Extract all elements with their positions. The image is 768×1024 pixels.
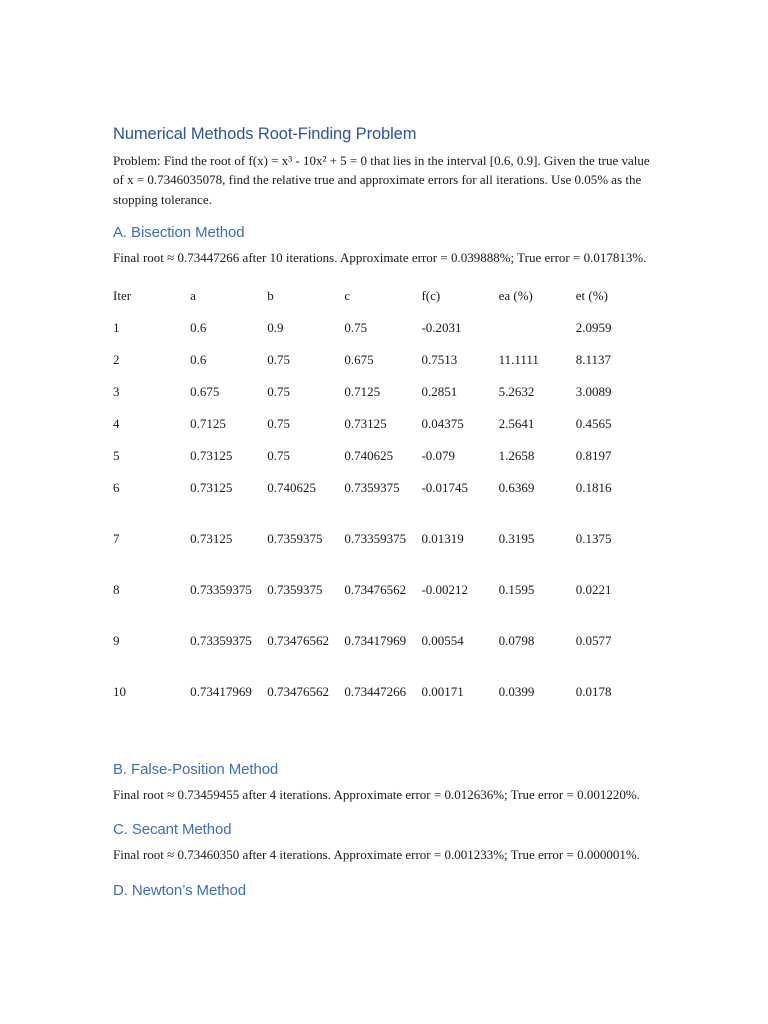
- table-cell: 0.0178: [575, 684, 612, 700]
- table-cell: 0.1816: [575, 480, 612, 496]
- secant-heading: C. Secant Method: [113, 821, 232, 839]
- table-cell: 0.1375: [575, 531, 612, 547]
- table-cell: 5: [113, 448, 120, 464]
- column-header: f(c): [421, 288, 441, 304]
- table-header-row: [113, 286, 653, 318]
- bisection-table: [113, 286, 653, 733]
- table-cell: 0.75: [344, 320, 368, 336]
- table-cell: 0.1595: [498, 582, 535, 598]
- table-cell: 10: [113, 684, 126, 700]
- table-cell: -0.01745: [421, 480, 469, 496]
- table-cell: 11.1111: [498, 352, 539, 368]
- table-cell: 0.675: [190, 384, 220, 400]
- document-title: Numerical Methods Root-Finding Problem: [113, 125, 417, 143]
- table-cell: 0.6: [190, 320, 207, 336]
- column-header: c: [344, 288, 351, 304]
- table-row: [113, 350, 653, 382]
- table-row: [113, 382, 653, 414]
- column-header: Iter: [113, 288, 132, 304]
- table-cell: 2.5641: [498, 416, 535, 432]
- table-cell: 0.73476562: [344, 582, 407, 598]
- bisection-summary: Final root ≈ 0.73447266 after 10 iterations. Approximate error = 0.039888%; True error = 0.017813%.: [113, 249, 647, 265]
- table-cell: 0.7359375: [267, 531, 323, 547]
- table-cell: 3: [113, 384, 120, 400]
- table-row: [113, 682, 653, 733]
- table-cell: 0.7359375: [267, 582, 323, 598]
- table-cell: 0.73359375: [190, 633, 252, 649]
- table-cell: 0.0798: [498, 633, 535, 649]
- table-cell: 0.73359375: [344, 531, 407, 547]
- table-cell: 0.73476562: [267, 684, 329, 700]
- table-row: [113, 414, 653, 446]
- table-cell: 0.75: [267, 352, 290, 368]
- table-cell: 0.7125: [190, 416, 226, 432]
- table-row: [113, 580, 653, 631]
- table-row: [113, 446, 653, 478]
- table-cell: 0.73125: [190, 480, 233, 496]
- table-cell: 1.2658: [498, 448, 535, 464]
- false-position-summary: Final root ≈ 0.73459455 after 4 iterations. Approximate error = 0.012636%; True error = 0.001220%.: [113, 787, 640, 803]
- bisection-heading: A. Bisection Method: [113, 223, 245, 241]
- table-cell: 0.01319: [421, 531, 464, 547]
- newton-heading: D. Newton’s Method: [113, 881, 246, 899]
- table-cell: 0.0399: [498, 684, 535, 700]
- table-cell: 1: [113, 320, 120, 336]
- table-cell: 0.73447266: [344, 684, 407, 700]
- table-cell: 0.740625: [267, 480, 316, 496]
- table-cell: 8.1137: [575, 352, 612, 368]
- table-cell: 0.675: [344, 352, 374, 368]
- table-cell: 7: [113, 531, 120, 547]
- table-cell: 0.7359375: [344, 480, 400, 496]
- table-cell: 4: [113, 416, 120, 432]
- table-cell: 0.73125: [190, 448, 233, 464]
- table-cell: 0.73125: [190, 531, 233, 547]
- table-row: [113, 318, 653, 350]
- table-cell: -0.079: [421, 448, 456, 464]
- column-header: a: [190, 288, 196, 304]
- table-cell: 0.9: [267, 320, 284, 336]
- table-cell: 0.2851: [421, 384, 458, 400]
- problem-statement: Problem: Find the root of f(x) = x³ - 10x² + 5 = 0 that lies in the interval [0.6, 0.9]. Given the true value of x = 0.7346035078, find the relative true and approximate errors for all iterations. Use 0.05% as the stopping tolerance.: [113, 153, 650, 207]
- table-cell: 0.73476562: [267, 633, 329, 649]
- table-cell: 0.00554: [421, 633, 464, 649]
- table-row: [113, 478, 653, 529]
- table-cell: 0.73417969: [344, 633, 407, 649]
- table-cell: 2: [113, 352, 120, 368]
- table-cell: 0.740625: [344, 448, 394, 464]
- table-cell: 0.0221: [575, 582, 612, 598]
- table-cell: 0.75: [267, 416, 290, 432]
- table-cell: 8: [113, 582, 120, 598]
- table-cell: 0.0577: [575, 633, 612, 649]
- table-cell: 0.00171: [421, 684, 464, 700]
- table-cell: 0.04375: [421, 416, 464, 432]
- table-row: [113, 631, 653, 682]
- table-cell: 0.4565: [575, 416, 612, 432]
- table-cell: 6: [113, 480, 120, 496]
- document-page: [113, 122, 653, 906]
- table-cell: 9: [113, 633, 120, 649]
- table-cell: 0.7125: [344, 384, 381, 400]
- table-cell: -0.2031: [421, 320, 462, 336]
- table-cell: 0.73125: [344, 416, 387, 432]
- table-cell: 0.73417969: [190, 684, 252, 700]
- table-cell: [499, 318, 576, 350]
- secant-summary: Final root ≈ 0.73460350 after 4 iterations. Approximate error = 0.001233%; True error = 0.000001%.: [113, 847, 640, 863]
- column-header: et (%): [575, 288, 608, 304]
- table-cell: 0.7513: [421, 352, 458, 368]
- table-cell: 0.73359375: [190, 582, 252, 598]
- column-header: b: [267, 288, 274, 304]
- table-cell: 2.0959: [575, 320, 612, 336]
- table-cell: 0.6: [190, 352, 207, 368]
- column-header: ea (%): [498, 288, 533, 304]
- table-cell: 0.6369: [498, 480, 535, 496]
- table-cell: 3.0089: [575, 384, 612, 400]
- table-cell: 0.75: [267, 384, 290, 400]
- table-row: [113, 529, 653, 580]
- table-cell: 0.3195: [498, 531, 535, 547]
- table-cell: 5.2632: [498, 384, 535, 400]
- false-position-heading: B. False-Position Method: [113, 761, 279, 779]
- table-cell: 0.8197: [575, 448, 612, 464]
- table-cell: -0.00212: [421, 582, 469, 598]
- table-cell: 0.75: [267, 448, 290, 464]
